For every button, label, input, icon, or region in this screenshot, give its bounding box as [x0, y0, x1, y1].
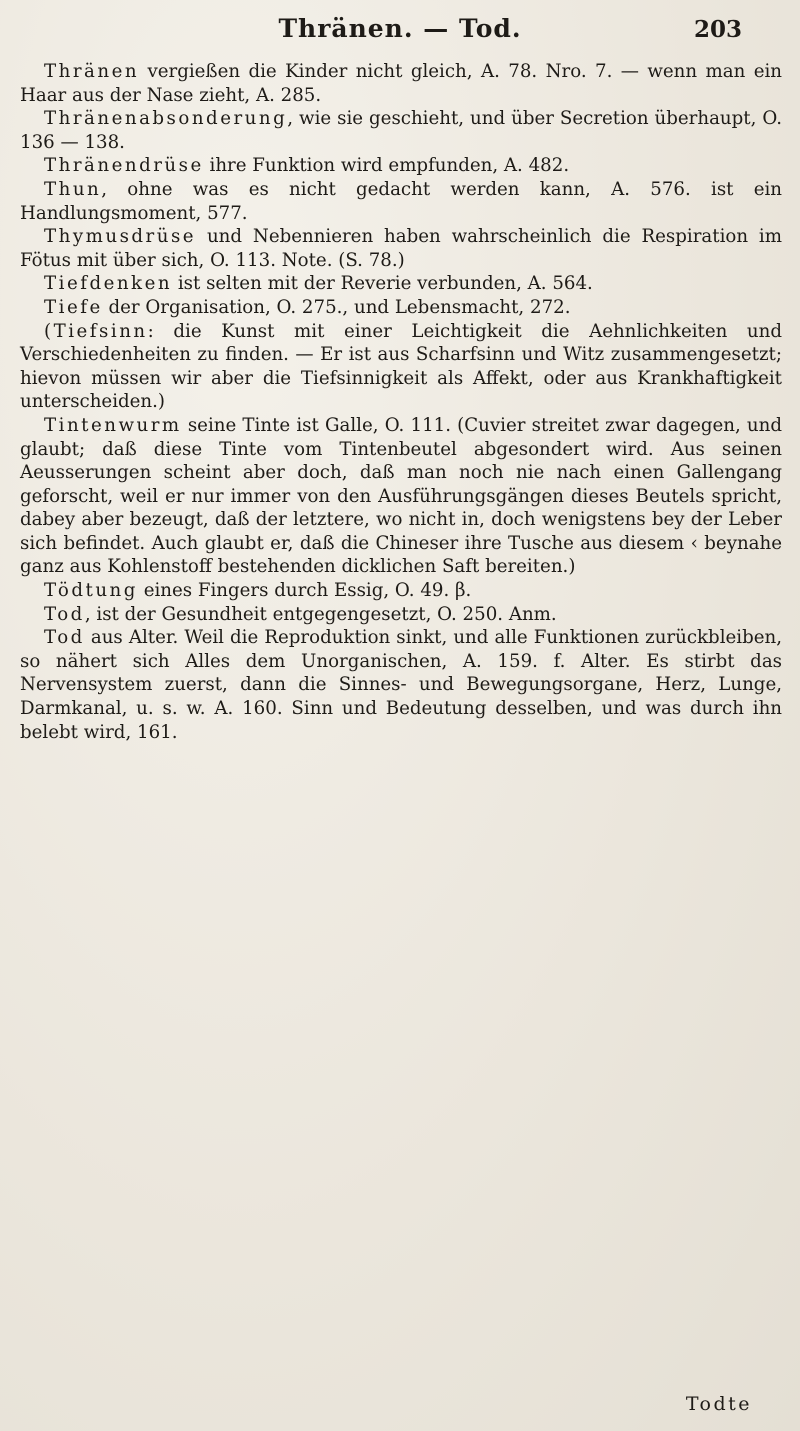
index-entry	[20, 320, 782, 414]
index-entry	[20, 154, 782, 178]
entry-text: ist selten mit der Reverie verbunden, A. 564.	[172, 273, 593, 295]
index-entry	[20, 107, 782, 154]
index-entry	[20, 272, 782, 296]
index-entry	[20, 626, 782, 744]
page-header	[0, 14, 800, 48]
entry-text: : die Kunst mit einer Leichtigkeit die Aehnlichkeiten und Verschiedenheiten zu finden. — Er ist aus Scharfsinn und Witz zusammengesetzt; hievon müssen wir aber die Tiefsinnigkeit als Affekt, oder aus Krankhaftigkeit unterscheiden.)	[20, 320, 782, 413]
entry-text: der Organisation, O. 275., und Lebensmacht, 272.	[102, 296, 571, 318]
entry-text: und Nebennieren haben wahrscheinlich die Respiration im Fötus mit über sich, O. 113. Note. (S. 78.)	[20, 226, 782, 271]
index-entry	[20, 296, 782, 320]
entry-keyword: Tiefe	[44, 296, 103, 318]
entry-keyword: Thränen	[44, 61, 140, 82]
entry-text: , ist der Gesundheit entgegengesetzt, O. 250. Anm.	[84, 603, 557, 625]
entry-keyword: (Tiefsinn	[44, 320, 148, 342]
index-entry	[20, 603, 782, 627]
entry-text: , ohne was es nicht gedacht werden kann, A. 576. ist ein Handlungsmoment, 577.	[20, 178, 782, 224]
page-number: 203	[693, 16, 742, 43]
entry-keyword: Thun	[44, 178, 102, 200]
index-entry	[20, 60, 782, 107]
entry-keyword: Tödtung	[44, 580, 138, 602]
entry-keyword: Tod	[44, 603, 85, 625]
index-entry	[20, 178, 782, 225]
entry-keyword: Tintenwurm	[44, 414, 182, 436]
entry-text: , wie sie geschieht, und über Secretion überhaupt, O. 136 — 138.	[20, 108, 782, 153]
index-entry	[20, 225, 782, 272]
entry-keyword: Thränendrüse	[44, 155, 204, 177]
running-head: Thränen. — Tod.	[278, 14, 522, 43]
entry-text: aus Alter. Weil die Reproduktion sinkt, und alle Funktionen zurückbleiben, so nähert sich Alles dem Unorganischen, A. 159. f. Alter. Es stirbt das Nervensystem zuerst, dann die Sinnes- und Bewegungsorgane, Herz, Lunge, Darmkanal, u. s. w. A. 160. Sinn und Bedeutung desselben, und was durch ihn belebt wird, 161.	[20, 627, 782, 743]
index-entry	[20, 579, 782, 603]
index-entry	[20, 414, 782, 579]
index-entries	[20, 60, 782, 744]
entry-text: ihre Funktion wird empfunden, A. 482.	[203, 155, 570, 177]
page-footer	[0, 1393, 800, 1423]
entry-keyword: Thymusdrüse	[44, 226, 197, 248]
entry-keyword: Tiefdenken	[44, 273, 173, 295]
entry-keyword: Tod	[44, 627, 85, 649]
entry-text: eines Fingers durch Essig, O. 49. β.	[137, 580, 472, 602]
entry-text: vergießen die Kinder nicht gleich, A. 78. Nro. 7. — wenn man ein Haar aus der Nase zieht, A. 285.	[20, 61, 782, 106]
entry-keyword: Thränenabsonderung	[44, 108, 288, 130]
entry-text: seine Tinte ist Galle, O. 111. (Cuvier streitet zwar dagegen, und glaubt; daß diese Tinte vom Tintenbeutel abgesondert wird. Aus seinen Aeusserungen scheint aber doch, daß man noch nie nach einen Gallengang geforscht, weil er nur immer von den Ausführungsgängen dieses Beutels spricht, dabey aber bezeugt, daß der letztere, wo nicht in, doch wenigstens bey der Leber sich befindet. Auch glaubt er, daß die Chineser ihre Tusche aus diesem ‹ beynahe ganz aus Kohlenstoff bestehenden dicklichen Saft bereiten.)	[20, 414, 782, 578]
catchword: Todte	[685, 1393, 752, 1415]
